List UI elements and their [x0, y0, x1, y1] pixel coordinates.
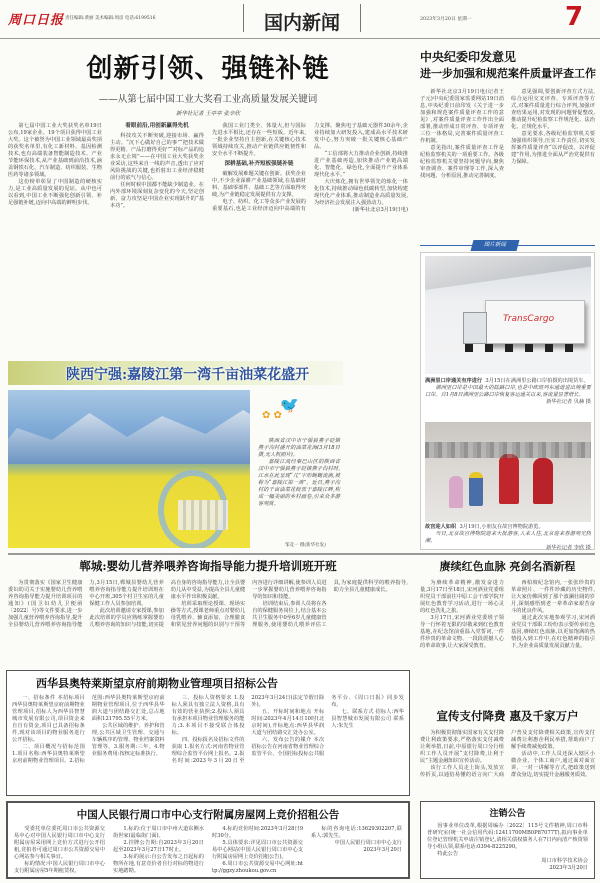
section-divider: [8, 553, 595, 555]
right-headline-line1: 中央纪委印发意见: [420, 50, 517, 64]
paragraph: 此次培训邀请专家授课,参加此次培训的学员应熟练掌握婴幼儿喂养咨询的知识与技能,切实提高自身的咨询指导能力,让全县婴幼儿从中受益,为提高全县儿童健康水平作出积极贡献。: [89, 580, 246, 628]
swallow-illustration-icon: 🐦: [277, 392, 303, 417]
truck-logo: TransCargo: [503, 314, 555, 324]
paragraph: 任何时候中国都不能缺少制造业。在内外部环境深刻复杂变化的今天,坚定创新、奋力攻坚是中国企业实现跃升的“基本功”。: [110, 182, 204, 209]
crowd-background: [425, 442, 591, 458]
paragraph: 受委托单位委托周口市公共资源交易中心对中国人民银行周口市中心支行附属房屋采用网上竞价方式进行公开招租,竞拍者可通过周口市公共资源交易中心网站参与相关事宜。: [14, 826, 105, 860]
paragraph: 为贯彻落实《国家卫生健康委妇幼司关于实施婴幼儿营养喂养咨询指导能力提升培训项目的通知》(国卫妇幼儿卫便函〔2022〕号)等文件要求,进一步加强儿童营养喂养咨询指导,提升全县婴幼儿营养喂养咨询指导能力,3月15日,郸城县婴幼儿营养喂养咨询指导能力提升培训班在中心开班,305个村卫生室的儿童保健工作人员参加培训。: [8, 580, 164, 628]
village-houses: [178, 500, 228, 530]
main-article: [8, 44, 408, 324]
flower-illustration-icon: ✿ ✿: [262, 410, 282, 421]
child-pink-coat: [449, 476, 463, 508]
right-article: [420, 48, 595, 248]
paragraph: 七、联系方式 招标人:西华县智慧城市发展有限公司 联系人:朱先生: [331, 709, 404, 729]
paragraph: “工信部将大力推动企业创新,持续推进产业基础再造,加快推动产业链高端化、智能化、绿色化,全面提升产业体系现代化水平。”: [314, 151, 408, 178]
paragraph: 三、投标人资格要求 1.投标人须具有独立法人资格,具有有效的营业执照;2.投标人须具有承担本项目物业管理服务的能力;3.本项目不接受联合体投标。: [171, 695, 245, 736]
photo1-text: 满洲里口岸是中国最大的陆路口岸,也是中欧班列东通道进出境重要口岸。自1月8日满洲里公路口岸恢复客运通关以来,客流量显著增长。: [425, 385, 591, 398]
paragraph: 通过此次实地参观学习,宋河酒业党员干部职工纷纷表示要传承红色基因,赓续红色血脉,以更加饱满的热情投入到工作中,在红色精神的指引下,为企业高质量发展贡献力量。: [511, 615, 595, 649]
paragraph: 2.挂牌公告期:自2023年3月20日起至2023年3月27日17时止。: [113, 840, 204, 853]
dancheng-headline: 郸城:婴幼儿营养喂养咨询指导能力提升培训班开班: [79, 559, 337, 573]
main-article-body: [8, 123, 408, 328]
visitor-red-vest-1: [499, 454, 519, 504]
dateline: (新华社北京3月19日电): [352, 207, 408, 213]
paragraph: 二、项目概况与招标范围 1.项目名称:西华县奥特莱斯望京府前期物业管理项目。2.招标范围:西华县奥特莱斯望京府前期物业管理项目,位于西华县华润大道与团结路交汇处,总占地面积121795.55平方米。: [12, 695, 165, 764]
cancellation-date: 2023年3月20日: [549, 865, 588, 871]
mountain-ridge: [8, 404, 250, 464]
right-article-body: [420, 89, 595, 249]
bank-notice-body: [14, 826, 402, 882]
bank-date: 2023年3月20日: [363, 847, 402, 853]
feature-caption-2: 嘉陵江流经秦巴山区的陕西省汉中市宁强县燕子砭镇燕子沟村时,江水在此呈现“几”字形蜿蜒流淌,被称为“嘉陵江第一湾”。近日,燕子沟村的千亩油菜花绽放于嘉陵江畔,构成一幅美丽的乡村画卷,引来众多游客观赏。: [258, 459, 340, 507]
main-subtitle: ——从第七届中国工业大奖看工业高质量发展关键词: [98, 94, 318, 105]
paragraph: 因事业单位改革,根据周编办〔2022〕115号文件精神,周口市科普研究室(统一社会信用代码:12411700MB0P87077T),拟向事业单位登记管理机关申请注销登记,请相关债权债务人在7日内向清产核资领导小组认领,联系电话:0394-8225290。: [427, 823, 588, 850]
page-number: 7: [565, 2, 584, 32]
feature-banner-title: 陕西宁强:嘉陵江第一湾千亩油菜花盛开: [66, 367, 310, 383]
snow-ground: [425, 352, 591, 374]
truck-wheels: [465, 344, 583, 352]
tender-body: [12, 695, 404, 795]
paragraph: 科技攻关不断突破,迎接市场、赢得主动。“沉下心做好自己的事”“把技术做得更精、产品打磨得更好”“对标产品的追求永无止境”——在中国工业大奖获奖企业采访,这些来自一线的声音,透出了应对风险挑战的关键,也折射出工业经济稳健前行的底气与信心。: [110, 133, 204, 181]
paragraph: 为积极贯彻落实国家有关支付降费让利政策要求,严格落实支付减费让利举措,日前,中原银行周口分行组织工作人员开展“支付降费,让利于民”主题金融知识宣传活动。: [420, 730, 504, 764]
paragraph: 我国工业门类全、体量大,但与国际先进水平相比,还存在一些短板。近年来,一批企业坚持自主创新,在关键核心技术领域持续攻关,推动产业链供应链韧性和安全水平不断提升。: [212, 123, 306, 157]
photo-news-label: 图片新闻: [471, 240, 520, 251]
palace-museum-photo: [425, 422, 591, 522]
paragraph: 意见要求,各级纪检监察机关要加强组织领导,压实工作责任,切实发挥案件质量评查“以评促改、以评促建”作用,为推进全面从严治党提供有力保障。: [511, 131, 595, 165]
photo1-title: 满洲里口岸通关有序进行: [425, 378, 483, 384]
photo1-lead: 3月15日在满洲里公路口岸拍摄的出境货车。: [485, 378, 589, 384]
photo2-caption: [425, 524, 591, 552]
subheading: 深耕基础,补齐短板强链补链: [224, 161, 294, 167]
issue-date: 2023年3月20日 星期一: [420, 17, 472, 22]
closing: 特此公告: [437, 851, 459, 857]
paragraph: 一、招标条件 本招标项目西华县奥特莱斯望京府前期物业管理项目,招标人为西华县智慧城市发展有限公司,项目资金来自自有资金,项目已具备招标条件,现对该项目的物业服务进行公开招标。: [12, 695, 85, 743]
paragraph: 六、发布公告的媒介 本次招标公告在河南省物业管理综合监管平台、全国招标投标公共服务平台、《周口日报》同步发布。: [251, 695, 404, 757]
feature-caption-1: 陕西省汉中市宁强县燕子砭镇燕子沟村盛开的油菜花海(3月18日摄,无人机照片)。: [258, 438, 340, 458]
section-title: 国内新闻: [263, 12, 340, 34]
border-port-photo: [425, 256, 591, 374]
cancellation-body: [427, 823, 588, 872]
red-culture-headline: 赓续红色血脉 亮剑名酒新程: [439, 560, 576, 573]
dancheng-body: [8, 580, 408, 664]
paragraph: 五、开标时间和地点 开标时间:2023年4月14日10时(北京时间),开标地点:西华县华润大道与团结路交汇处办公室。: [251, 709, 325, 736]
paragraph: 公共区域的维护、养护和管理,公共区域卫生管理、交通与车辆秩序的管理、物业档案资料管理等。3.服务期:三年。4.物业服务费用:按核定标准执行。: [91, 723, 165, 757]
main-byline: 新华社记者 王亭亭 张辛欣: [176, 111, 240, 117]
payment-body: [420, 730, 595, 796]
dancheng-article: [8, 558, 408, 664]
feature-credit: 邹竞一 摄(新华社发): [285, 543, 326, 548]
photo1-caption: [425, 378, 591, 406]
paragraph: 标的咨询电话:13629302207,联系人:郭先生。: [311, 826, 402, 839]
editor-info: 责任编辑:黄丽 美术编辑:周彦 电话:6199516: [65, 16, 156, 21]
cancellation-notice: [420, 801, 595, 879]
feature-caption: [258, 438, 340, 508]
paragraph: 4.标的竞价时间:2023年3月28日9时30分。: [212, 826, 303, 839]
cancellation-signature: 周口市科学技术协会: [541, 858, 588, 864]
paragraph: 1.标的:位于周口市中州大道东侧水街世家(最临街门面)。: [113, 826, 204, 839]
feature-banner: [8, 361, 343, 385]
visitor-red-vest-2: [533, 458, 553, 504]
photo2-lead: 3月19日,小朋友在故宫博物院游览。: [459, 524, 544, 530]
child-yellow-hat: [469, 472, 483, 506]
payment-headline: 宣传支付降费 惠及千家万户: [436, 709, 579, 723]
red-culture-body: [420, 580, 595, 684]
paragraph: 3月17日,宋河酒业党委班子领导一行怀着无限的崇敬来到红色教育基地,在纪念馆前重温入党誓词,一件件珍贵的革命文物、一段段震撼人心的革命故事,让大家深受教育。: [420, 615, 504, 649]
paragraph: 新华社北京3月19日电(记者王子元)中央纪委国家监委网站19日消息,中央纪委日前印发《关于进一步加强和规范案件质量评查工作的意见》,对案件质量评查工作作出全面部署,推动形成日常评查、专项评查三位一体格局,完善案件质量评查工作机制。: [420, 89, 504, 144]
paragraph: 该行工作人员走上街头,发放宣传折页,以通俗易懂的语言向广大商户普及支付降费相关政策,宣传支付减费让利惠企利民举措,帮助商户了解手续费减免政策。: [420, 730, 595, 778]
tender-headline: 西华县奥特莱斯望京府前期物业管理项目招标公告: [36, 677, 278, 690]
paragraph: 这份榜单彰显了中国制造的硬核实力,是工业高质量发展的见证。从中也可以看到,中国工业不断强化创新引领、补足强链补链,迈向中高端的鲜明步伐。: [8, 179, 102, 206]
header-divider: [0, 38, 600, 39]
subheading: 着眼前沿,用创新赢得先机: [125, 123, 189, 129]
paragraph: 西柏坡纪念馆内,一张张珍贵的革命照片、一件件珍藏的历史物件,让大家仿佛回到了那个波澜壮阔的岁月,深刻感悟到老一辈革命家艰苦奋斗的优良作风。: [511, 580, 595, 614]
bank-notice-headline: 中国人民银行周口市中心支行附属房屋网上竞价招租公告: [76, 809, 340, 821]
photo1-credit: 新华社记者 贝赫 摄: [546, 399, 591, 405]
masthead: [0, 0, 600, 40]
paragraph: 6.周口市公共资源交易中心网址:http://ggzy.zhoukou.gov.cn: [212, 861, 303, 874]
photo2-credit: 新华社记者 李欣 摄: [546, 545, 591, 551]
main-headline: 创新引领、强链补链: [86, 54, 330, 84]
paragraph: 标的情况:中国人民银行周口市中心支行附属房屋5年期租赁权。: [14, 861, 105, 874]
photo2-title: 故宫迎人如织: [425, 524, 457, 530]
photo2-text: 当日,北京故宫博物院迎来大批游客,人来人往,北京迎来春游观光热潮。: [425, 531, 591, 544]
payment-article: [420, 708, 595, 796]
bank-signature: 中国人民银行周口市中心支行: [334, 840, 402, 846]
truck-cab: [463, 312, 487, 344]
newspaper-logo: 周口日报: [8, 13, 65, 28]
paragraph: 电子、纺织、化工等众多产业发展的重要基石,也是工业经济迈向中高端的有力支撑。聚焦电子基础元器件30余年,企业持续加大研发投入,建成高水平技术研发中心,努力突破一批关键核心基础产品。: [212, 123, 408, 212]
paragraph: 3.标的展示:自公告发布之日起标的物所在地,有意竞价者自行对标的物进行实地踏勘。: [113, 854, 204, 874]
paragraph: 大庆炼化,拥有世界领先的炼化一体化技术,持续推动绿色低碳转型,加快构建现代化产业体系,推动制造业高质量发展,为经济社会发展注入强劲动力。: [314, 179, 408, 206]
paragraph: 5.具体要求:详见周口市公共资源交易中心网站(中国人民银行周口市中心支行附属房屋网上竞价招租公告)。: [212, 840, 303, 860]
paragraph: 活动中,工作人员还深入辖区小微企业、个体工商户,通过面对面宣讲、一对一讲解等方式,把政策送到群众身边,切实提升金融服务质效。: [511, 751, 595, 778]
paragraph: 四、投标报名及招标文件的获取 1.报名方式:河南省物业管理综合监管平台网上报名。2.报名时间:2023年3月20日至2023年3月24日(法定节假日除外)。: [171, 695, 325, 764]
paragraph: 培训结束后,参训人员将在各自的保健服务岗位上,结合基本公共卫生服务中0至6岁儿童健康管理服务,使用婴幼儿喂养评估工具,为家庭提供科学的喂养指导,助力全县儿童健康成长。: [252, 580, 408, 628]
rapeseed-field-photo: [8, 390, 250, 548]
paragraph: 意见强调,要创新评查方式方法,综合运用交叉评查、专项评查等方式,对案件质量进行综合评判,加强评查结果运用,对发现的问题督促整改,推动提升纪检监察工作规范化、法治化、正规化水平。: [511, 89, 595, 130]
port-canopy: [425, 256, 591, 290]
paragraph: 意见指出,案件质量评查工作是纪检监察机关的一项重要工作。各级纪检监察机关要坚持问题导向,聚焦审查调查、案件审理等工作,深入查找问题、分析原因,推动完善制度。: [420, 145, 504, 179]
paragraph: 培训采取理论授课、现场实操等方式,授课老师重点对婴幼儿母乳喂养、辅食添加、合理膳食和常见营养问题的识别与干预等内容进行详细讲解,使参训人员进一步掌握婴幼儿营养喂养咨询指导的知识和技能。: [170, 580, 327, 628]
tender-notice: [6, 670, 410, 796]
paragraph: 为赓续革命精神,激发奋进力量,3月17日至18日,宋河酒业党委组织党员干部前往中原工会干部学院开展红色教育学习活动,进行一场心灵的红色洗礼之旅。: [420, 580, 504, 614]
right-headline-line2: 进一步加强和规范案件质量评查工作: [420, 67, 596, 80]
red-culture-article: [420, 558, 595, 684]
paragraph: 第七届中国工业大奖获奖名单19日公布,19家企业、19个项目获得中国工业大奖。这个被誉为中国工业领域最高奖项的获奖名单里,有化工新材料、基因检测技术,也有高端装备智能制造技术、产业节能环保技术,从产业基础到前沿技术,涵盖钢铁石化、汽车制造、纺织服装、生物医药等诸多领域。: [8, 123, 102, 178]
bank-rental-notice: [6, 801, 410, 879]
paragraph: 破解发展难题关键在创新。获奖企业中,不少企业深耕产业基础领域,在基础材料、基础零部件、基础工艺等方面取得突破,为产业链稳定发展提供有力支撑。: [212, 171, 306, 198]
cancellation-headline: 注销公告: [489, 809, 526, 819]
